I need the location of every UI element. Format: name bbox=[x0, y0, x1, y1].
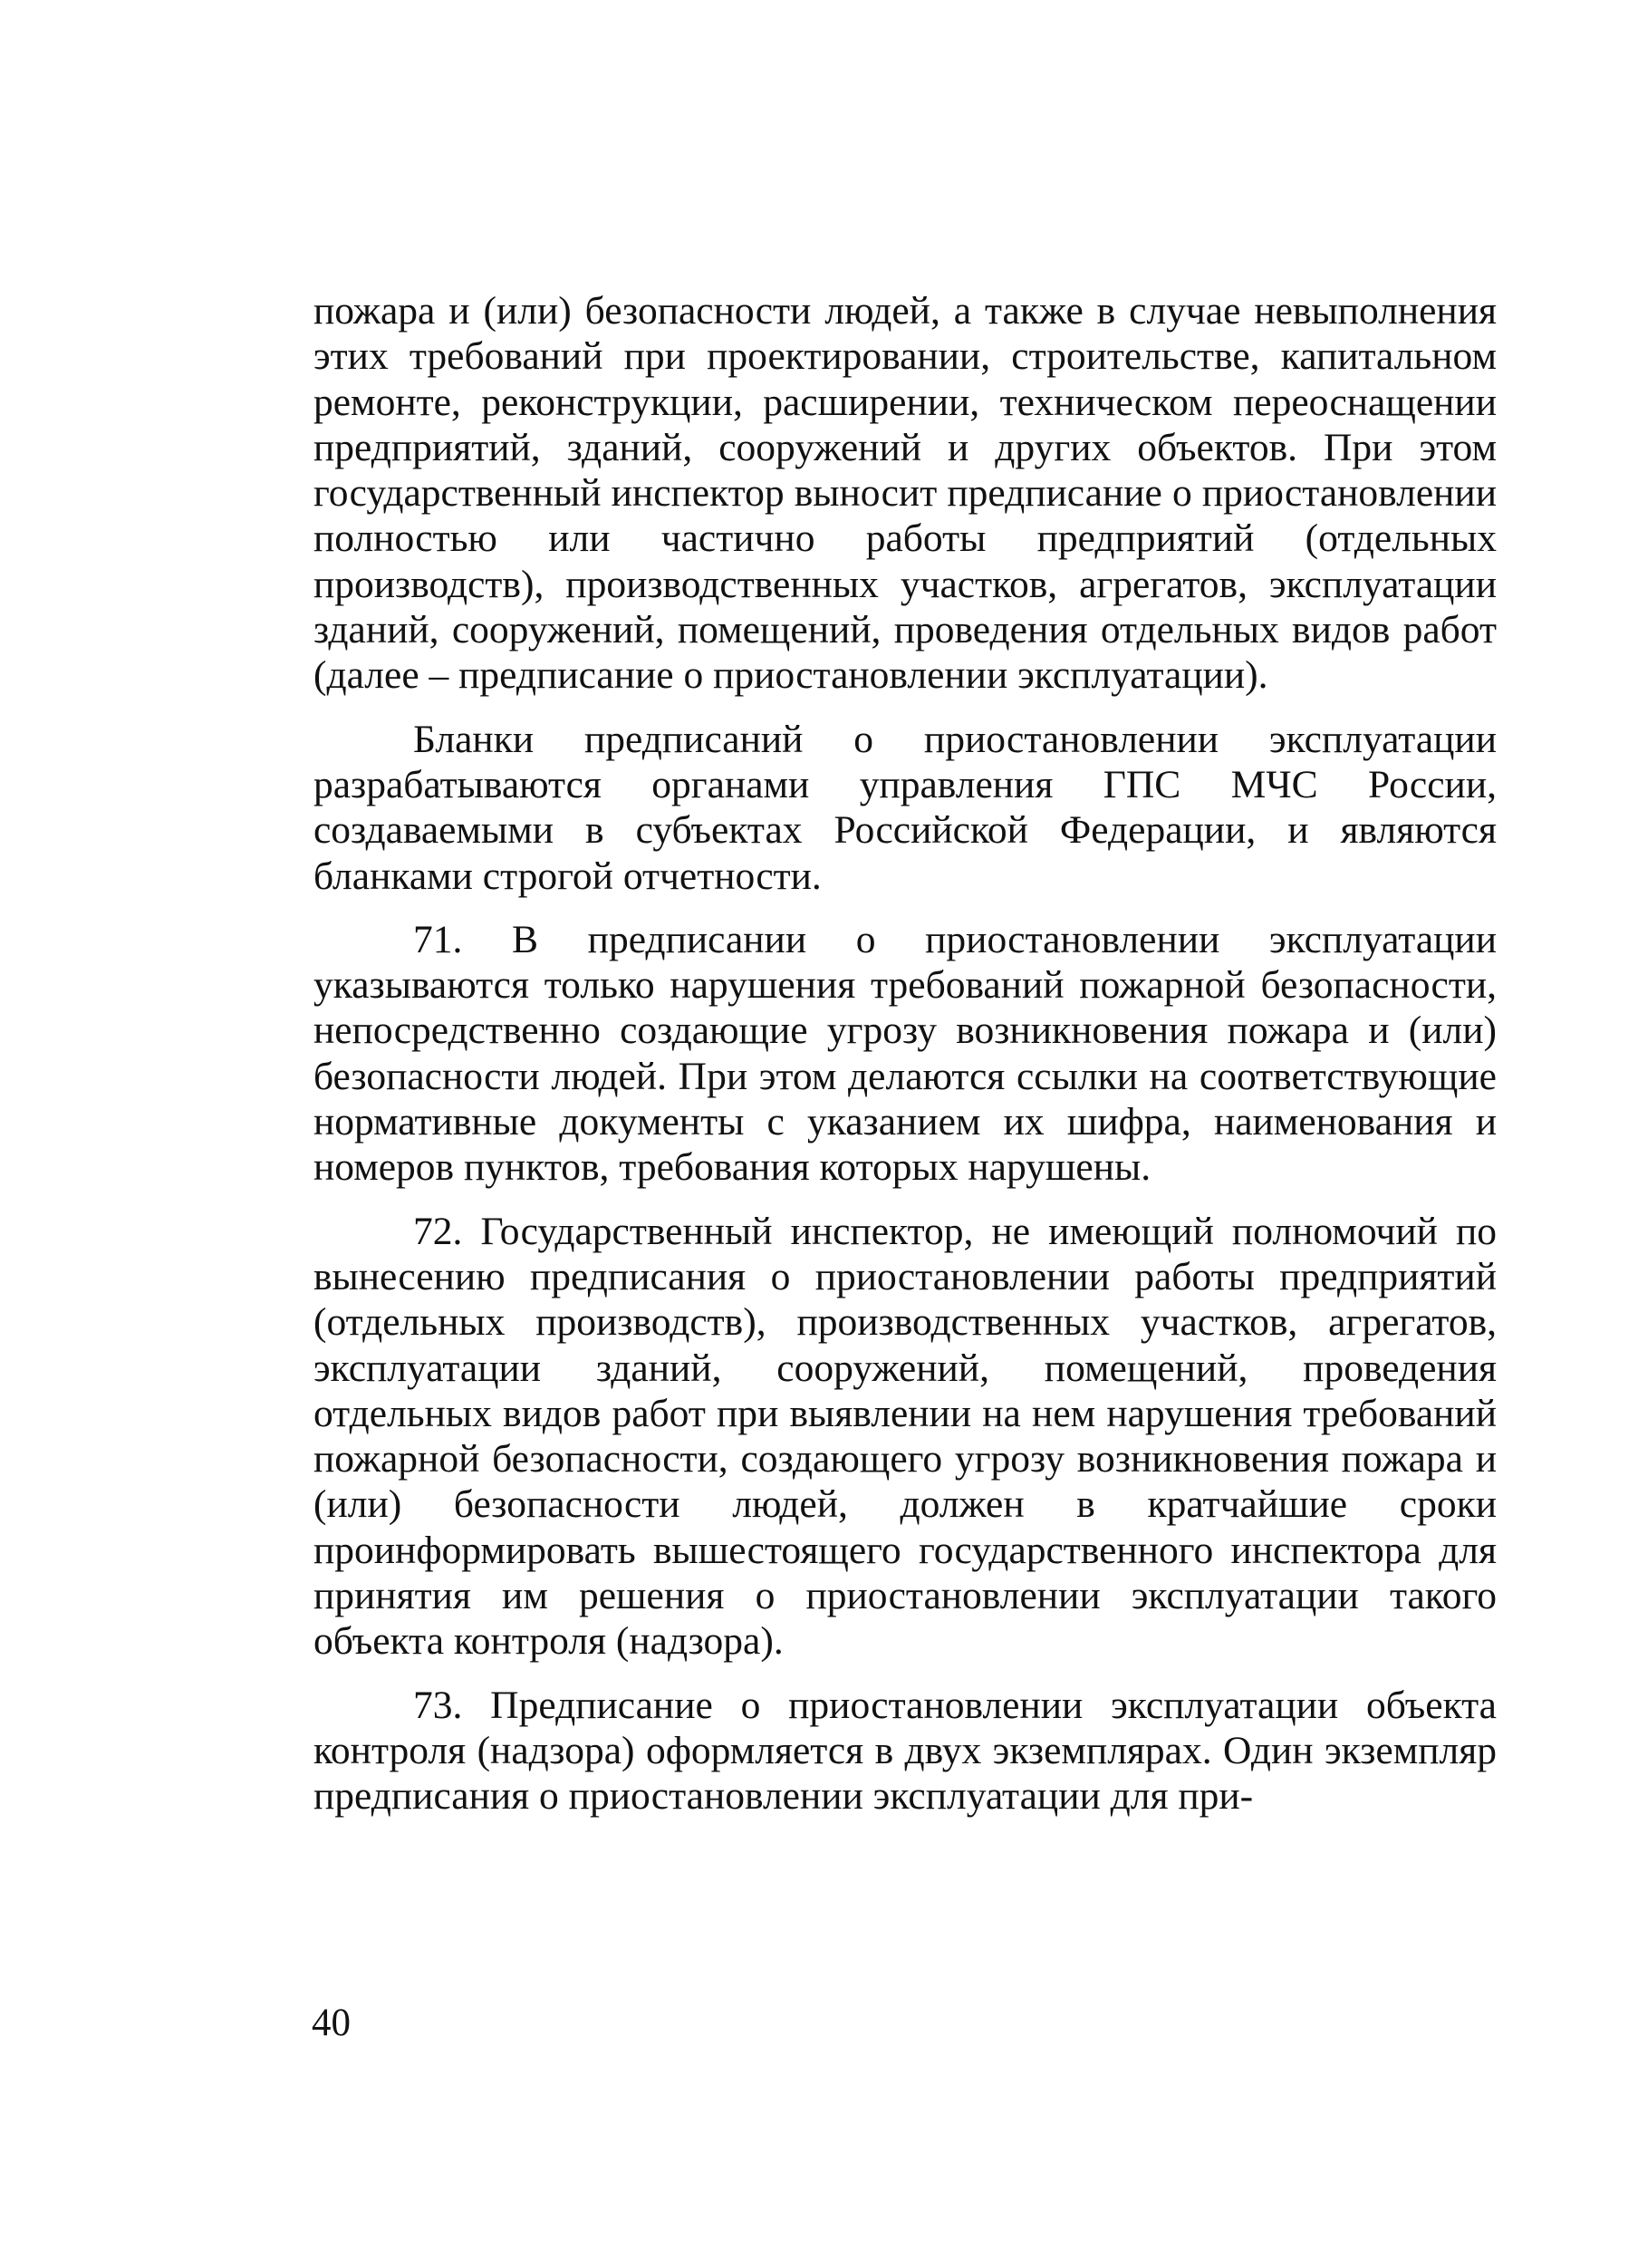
paragraph-item-72: 72. Государственный инспектор, не имеющий полномочий по вынесению предписания о приостановлении работы предприятий (отдельных производств), производственных участков, агрегатов, эксплуатации зданий, сооружений, помещений, проведения отдельных видов работ при выявлении на нем нарушения требований пожарной безопасности, создающего угрозу возникновения пожара и (или) безопасности людей, должен в кратчайшие сроки проинформировать вышестоящего государственного инспектора для принятия им решения о приостановлении эксплуатации такого объекта контроля (надзора). bbox=[313, 1209, 1497, 1664]
paragraph-continuation: пожара и (или) безопасности людей, а также в случае невыполнения этих требований при проектировании, строительстве, капитальном ремонте, реконструкции, расширении, техническом переоснащении предприятий, зданий, сооружений и других объектов. При этом государственный инспектор выносит предписание о приостановлении полностью или частично работы предприятий (отдельных производств), производственных участков, агрегатов, эксплуатации зданий, сооружений, помещений, проведения отдельных видов работ (далее – предписание о приостановлении эксплуатации). bbox=[313, 289, 1497, 698]
paragraph-blanks: Бланки предписаний о приостановлении эксплуатации разрабатываются органами управления ГПС МЧС России, создаваемыми в субъектах Российской Федерации, и являются бланками строгой отчетности. bbox=[313, 717, 1497, 898]
page-number: 40 bbox=[312, 2002, 351, 2044]
body-text bbox=[313, 288, 1497, 1819]
paragraph-item-73: 73. Предписание о приостановлении эксплуатации объекта контроля (надзора) оформляется в двух экземплярах. Один экземпляр предписания о приостановлении эксплуатации для при- bbox=[313, 1683, 1497, 1819]
paragraph-item-71: 71. В предписании о приостановлении эксплуатации указываются только нарушения требований пожарной безопасности, непосредственно создающие угрозу возникновения пожара и (или) безопасности людей. При этом делаются ссылки на соответствующие нормативные документы с указанием их шифра, наименования и номеров пунктов, требования которых нарушены. bbox=[313, 917, 1497, 1190]
